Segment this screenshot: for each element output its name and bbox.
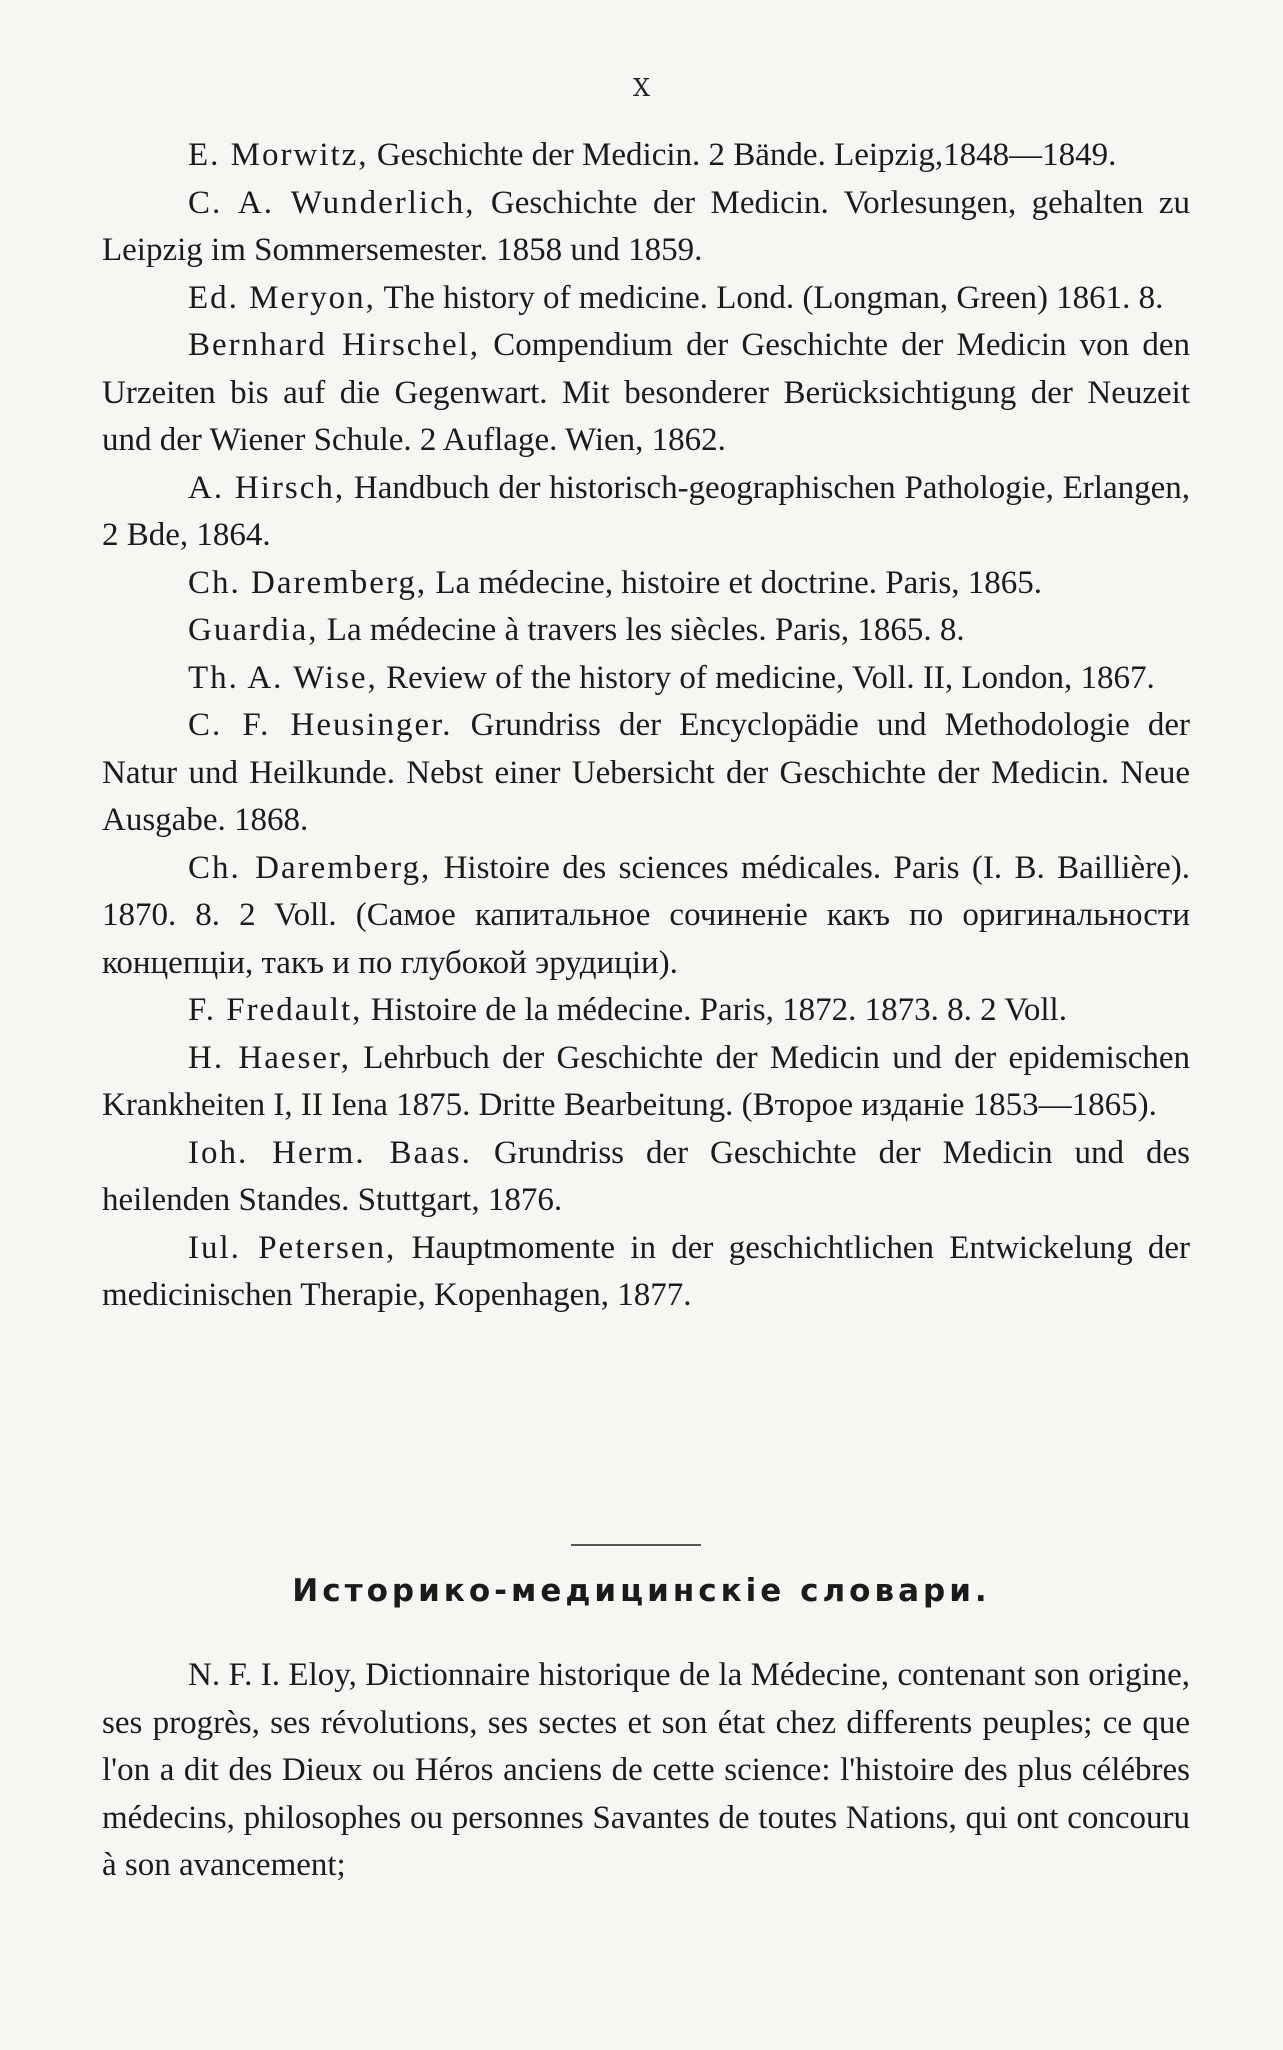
dictionary-list bbox=[102, 1652, 1190, 1890]
entry-text: Hauptmomente in der geschichtlichen Entwickelung der medicinischen Therapie, Kopenhagen, 1877. bbox=[102, 1229, 1191, 1313]
bibliography-entry bbox=[102, 322, 1190, 465]
entry-author: A. Hirsch, bbox=[188, 469, 346, 506]
entry-text: La médecine, histoire et doctrine. Paris, 1865. bbox=[427, 564, 1042, 601]
entry-author: F. Fredault, bbox=[188, 992, 363, 1028]
bibliography-entry bbox=[102, 1225, 1190, 1320]
entry-text: Review of the history of medicine, Voll. II, London, 1867. bbox=[377, 659, 1155, 696]
bibliography-entry bbox=[102, 1130, 1190, 1225]
bibliography-entry bbox=[102, 180, 1190, 275]
entry-text: Histoire de la médecine. Paris, 1872. 1873. 8. 2 Voll. bbox=[362, 992, 1067, 1028]
entry-author: Ioh. Herm. Baas. bbox=[188, 1134, 472, 1171]
entry-author: Guardia, bbox=[188, 612, 319, 648]
entry-text: Geschichte der Medicin. Vorlesungen, gehalten zu Leipzig im Sommersemester. 1858 und 1859. bbox=[102, 184, 1190, 268]
bibliography-entry bbox=[102, 560, 1190, 608]
entry-text: La médecine à travers les siècles. Paris, 1865. 8. bbox=[318, 612, 965, 648]
entry-author: Bernhard Hirschel, bbox=[188, 327, 481, 363]
entry-author: E. Morwitz, bbox=[188, 137, 369, 173]
entry-author: C. F. Heusinger. bbox=[188, 707, 453, 743]
entry-text: Dictionnaire historique de la Médecine, contenant son origine, ses progrès, ses révolutions, ses sectes et son état chez differents peuples; ce que l'on a dit des Dieux ou Héros anciens de cette science: l'histoire des plus célébres médecins, philosophes ou personnes Savantes de toutes Nations, qui ont concouru à son avancement; bbox=[102, 1657, 1191, 1883]
entry-author: H. Haeser, bbox=[188, 1039, 351, 1076]
bibliography-entry bbox=[102, 702, 1190, 845]
bibliography-entry bbox=[102, 132, 1190, 180]
bibliography-entry bbox=[102, 465, 1190, 560]
entry-author: Iul. Petersen, bbox=[188, 1229, 397, 1266]
bibliography-entry bbox=[102, 275, 1190, 323]
bibliography-entry bbox=[102, 607, 1190, 655]
page-number: X bbox=[632, 74, 651, 102]
entry-text: Compendium der Geschichte der Medicin von den Urzeiten bis auf die Gegenwart. Mit besonderer Berücksichtigung der Neuzeit und der Wiener Schule. 2 Auflage. Wien, 1862. bbox=[102, 327, 1191, 458]
entry-text: Histoire des sciences médicales. Paris (I. B. Baillière). 1870. 8. 2 Voll. (Самое капитальное сочиненіе какъ по оригинальности концепціи, такъ и по глубокой эрудиціи). bbox=[102, 849, 1190, 981]
entry-author: Ch. Daremberg, bbox=[188, 849, 432, 886]
bibliography-list bbox=[102, 132, 1190, 1320]
entry-text: Lehrbuch der Geschichte der Medicin und der epidemischen Krankheiten I, II Iena 1875. Dritte Bearbeitung. (Второе изданіе 1853—1865). bbox=[102, 1039, 1190, 1123]
bibliography-entry bbox=[102, 1035, 1190, 1130]
entry-author: Ch. Daremberg, bbox=[188, 564, 428, 601]
entry-author: Th. A. Wise, bbox=[188, 659, 378, 696]
entry-text: Grundriss der Geschichte der Medicin und des heilenden Standes. Stuttgart, 1876. bbox=[102, 1134, 1190, 1218]
entry-author: C. A. Wunderlich, bbox=[188, 184, 476, 221]
section-heading: Историко-медицинскіе словари. bbox=[292, 1573, 991, 1609]
entry-author: Ed. Meryon, bbox=[188, 279, 376, 316]
entry-text: The history of medicine. Lond. (Longman, Green) 1861. 8. bbox=[375, 279, 1164, 316]
bibliography-entry bbox=[102, 987, 1190, 1035]
section-divider bbox=[571, 1544, 701, 1546]
entry-text: Geschichte der Medicin. 2 Bände. Leipzig,1848—1849. bbox=[368, 137, 1117, 173]
bibliography-entry bbox=[102, 655, 1190, 703]
entry-text: Handbuch der historisch-geographischen Pathologie, Erlangen, 2 Bde, 1864. bbox=[102, 469, 1190, 553]
entry-author: N. F. I. Eloy, bbox=[188, 1657, 357, 1693]
bibliography-entry bbox=[102, 845, 1190, 988]
entry-text: Grundriss der Encyclopädie und Methodologie der Natur und Heilkunde. Nebst einer Uebersicht der Geschichte der Medicin. Neue Ausgabe. 1868. bbox=[102, 707, 1190, 838]
bibliography-entry bbox=[102, 1652, 1190, 1890]
